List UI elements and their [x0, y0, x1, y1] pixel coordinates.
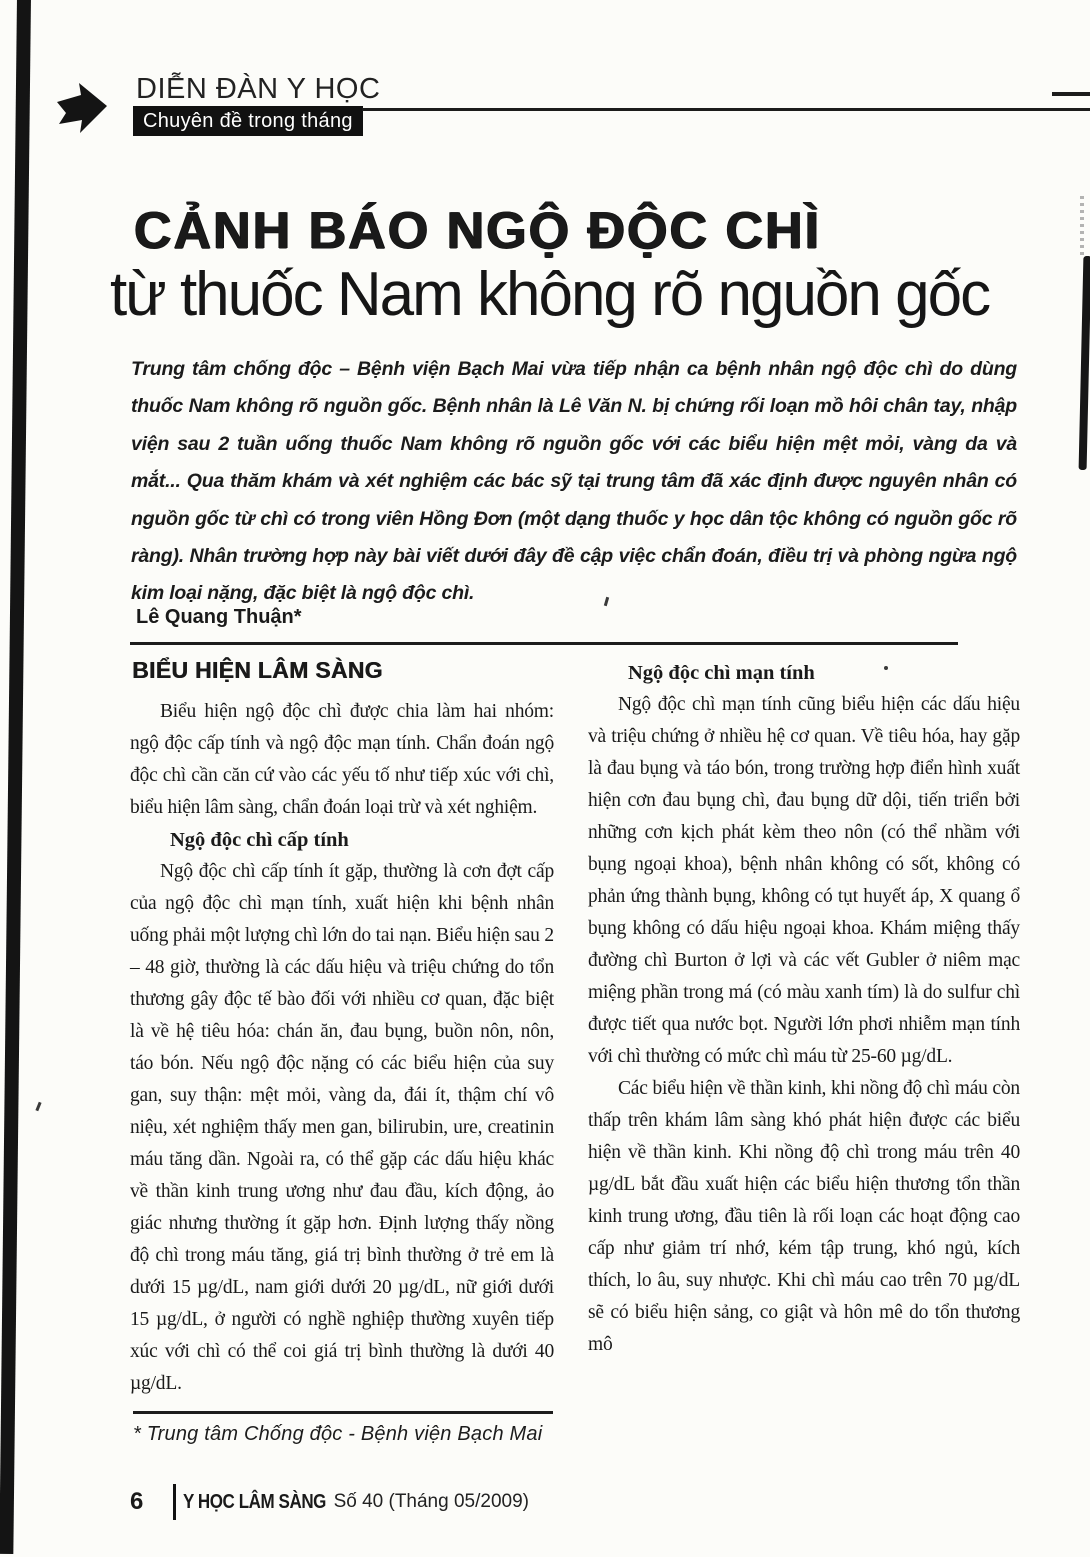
body-paragraph: Biểu hiện ngộ độc chì được chia làm hai nhóm: ngộ độc cấp tính và ngộ độc mạn tính. Chẩn đoán ngộ độc chì cần căn cứ vào các yếu tố như tiếp xúc với chì, biểu hiện lâm sàng, chẩn đoán loại trừ và xét nghiệm. — [130, 701, 554, 818]
subheading-acute-poisoning: Ngộ độc chì cấp tính — [170, 829, 349, 851]
section-kicker: DIỄN ĐÀN Y HỌC — [136, 73, 381, 105]
affiliation-footnote: * Trung tâm Chống độc - Bệnh viện Bạch Mai — [133, 1423, 543, 1445]
scan-speck — [884, 666, 888, 670]
footnote-rule — [133, 1411, 553, 1414]
header-dash-artifact — [1052, 92, 1090, 96]
body-paragraph: Các biểu hiện về thần kinh, khi nồng độ chì máu còn thấp trên khám lâm sàng khó phát hiện được các biểu hiện về thần kinh. Khi nồng độ chì trong máu trên 40 µg/dL bắt đầu xuất hiện các biểu hiện thương tổn thần kinh trung ương, đầu tiên là rối loạn các hoạt động cao cấp như giảm trí nhớ, kém tập trung, khó ngủ, kích thích, lo âu, suy nhược. Khi chì máu cao trên 70 µg/dL sẽ có biểu hiện sảng, co giật và hôn mê do tổn thương mô — [588, 1078, 1020, 1355]
left-column — [130, 657, 554, 1400]
author-byline: Lê Quang Thuận* — [136, 606, 302, 628]
article-title-line1: CẢNH BÁO NGỘ ĐỘC CHÌ — [134, 202, 822, 260]
footer-divider — [173, 1484, 176, 1520]
article-title-line2: từ thuốc Nam không rõ nguồn gốc — [110, 260, 990, 329]
issue-info: Số 40 (Tháng 05/2009) — [333, 1491, 529, 1512]
lead-paragraph: Trung tâm chống độc – Bệnh viện Bạch Mai vừa tiếp nhận ca bệnh nhân ngộ độc chì do dùng thuốc Nam không rõ nguồn gốc. Bệnh nhân là Lê Văn N. bị chứng rối loạn mồ hôi chân tay, nhập viện sau 2 tuần uống thuốc Nam không rõ nguồn gốc với các biểu hiện mệt mỏi, vàng da và mắt... Qua thăm khám và xét nghiệm các bác sỹ tại trung tâm đã xác định được nguyên nhân có nguồn gốc từ chì có trong viên Hồng Đơn (một dạng thuốc y học dân tộc không có nguồn gốc rõ ràng). Nhân trường hợp này bài viết dưới đây đề cập việc chẩn đoán, điều trị và phòng ngừa ngộ kim loại nặng, đặc biệt là ngộ độc chì. — [131, 358, 1017, 605]
body-paragraph: Ngộ độc chì cấp tính ít gặp, thường là cơn đợt cấp của ngộ độc chì mạn tính, xuất hiện khi bệnh nhân uống phải một lượng chì lớn do tai nạn. Biểu hiện sau 2 – 48 giờ, thường là các dấu hiệu và triệu chứng do tổn thương gây độc tế bào đối với nhiều cơ quan, đặc biệt là về hệ tiêu hóa: chán ăn, đau bụng, buồn nôn, nôn, táo bón. Nếu ngộ độc nặng có các biểu hiện của suy gan, suy thận: mệt mỏi, vàng da, đái ít, thậm chí vô niệu, xét nghiệm thấy men gan, bilirubin, ure, creatinin máu tăng dần. Ngoài ra, có thể gặp các dấu hiệu khác về thần kinh trung ương như đau đầu, kích động, ảo giác nhưng thường ít gặp hơn. Định lượng thấy nồng độ chì trong máu tăng, giá trị bình thường ở trẻ em là dưới 15 µg/dL, nam giới dưới 20 µg/dL, nữ giới dưới 15 µg/dL, ở người có nghề nghiệp thường xuyên tiếp xúc với chì có thể coi giá trị bình thường là dưới 40 µg/dL. — [130, 861, 554, 1394]
scan-speck — [35, 1102, 41, 1111]
right-edge-faint-artifact — [1080, 196, 1084, 258]
left-margin-binding-strip — [0, 0, 31, 1554]
subheading-chronic-poisoning: Ngộ độc chì mạn tính — [628, 662, 815, 684]
page-footer — [130, 1482, 529, 1522]
body-paragraph: Ngộ độc chì mạn tính cũng biểu hiện các dấu hiệu và triệu chứng ở nhiều hệ cơ quan. Về tiêu hóa, hay gặp là đau bụng và táo bón, trong trường hợp điển hình xuất hiện cơn đau bụng chì, đau bụng dữ dội, tiến triển bởi những cơn kịch phát kèm theo nôn (có thể nhầm với bụng ngoại khoa), bệnh nhân không có sốt, không có phản ứng thành bụng, không có tụt huyết áp, X quang ổ bụng không có dấu hiệu ngoại khoa. Khám miệng thấy đường chì Burton ở lợi và các vết Gubler ở niêm mạc miệng phần trong má (có màu xanh tím) là do sulfur chì được tiết qua nước bọt. Người lớn phơi nhiễm mạn tính với chì thường có mức chì máu từ 25-60 µg/dL. — [588, 694, 1020, 1067]
right-column — [588, 657, 1020, 1361]
author-rule — [130, 642, 958, 645]
page-number: 6 — [130, 1488, 144, 1515]
journal-name: Y HỌC LÂM SÀNG — [183, 1490, 327, 1513]
right-edge-streak-artifact — [1079, 256, 1090, 470]
kicker-tag-label: Chuyên đề trong tháng — [133, 106, 363, 136]
section-heading: BIỂU HIỆN LÂM SÀNG — [132, 657, 383, 683]
header-rule — [362, 108, 1090, 111]
right-arrow-icon — [56, 80, 108, 136]
